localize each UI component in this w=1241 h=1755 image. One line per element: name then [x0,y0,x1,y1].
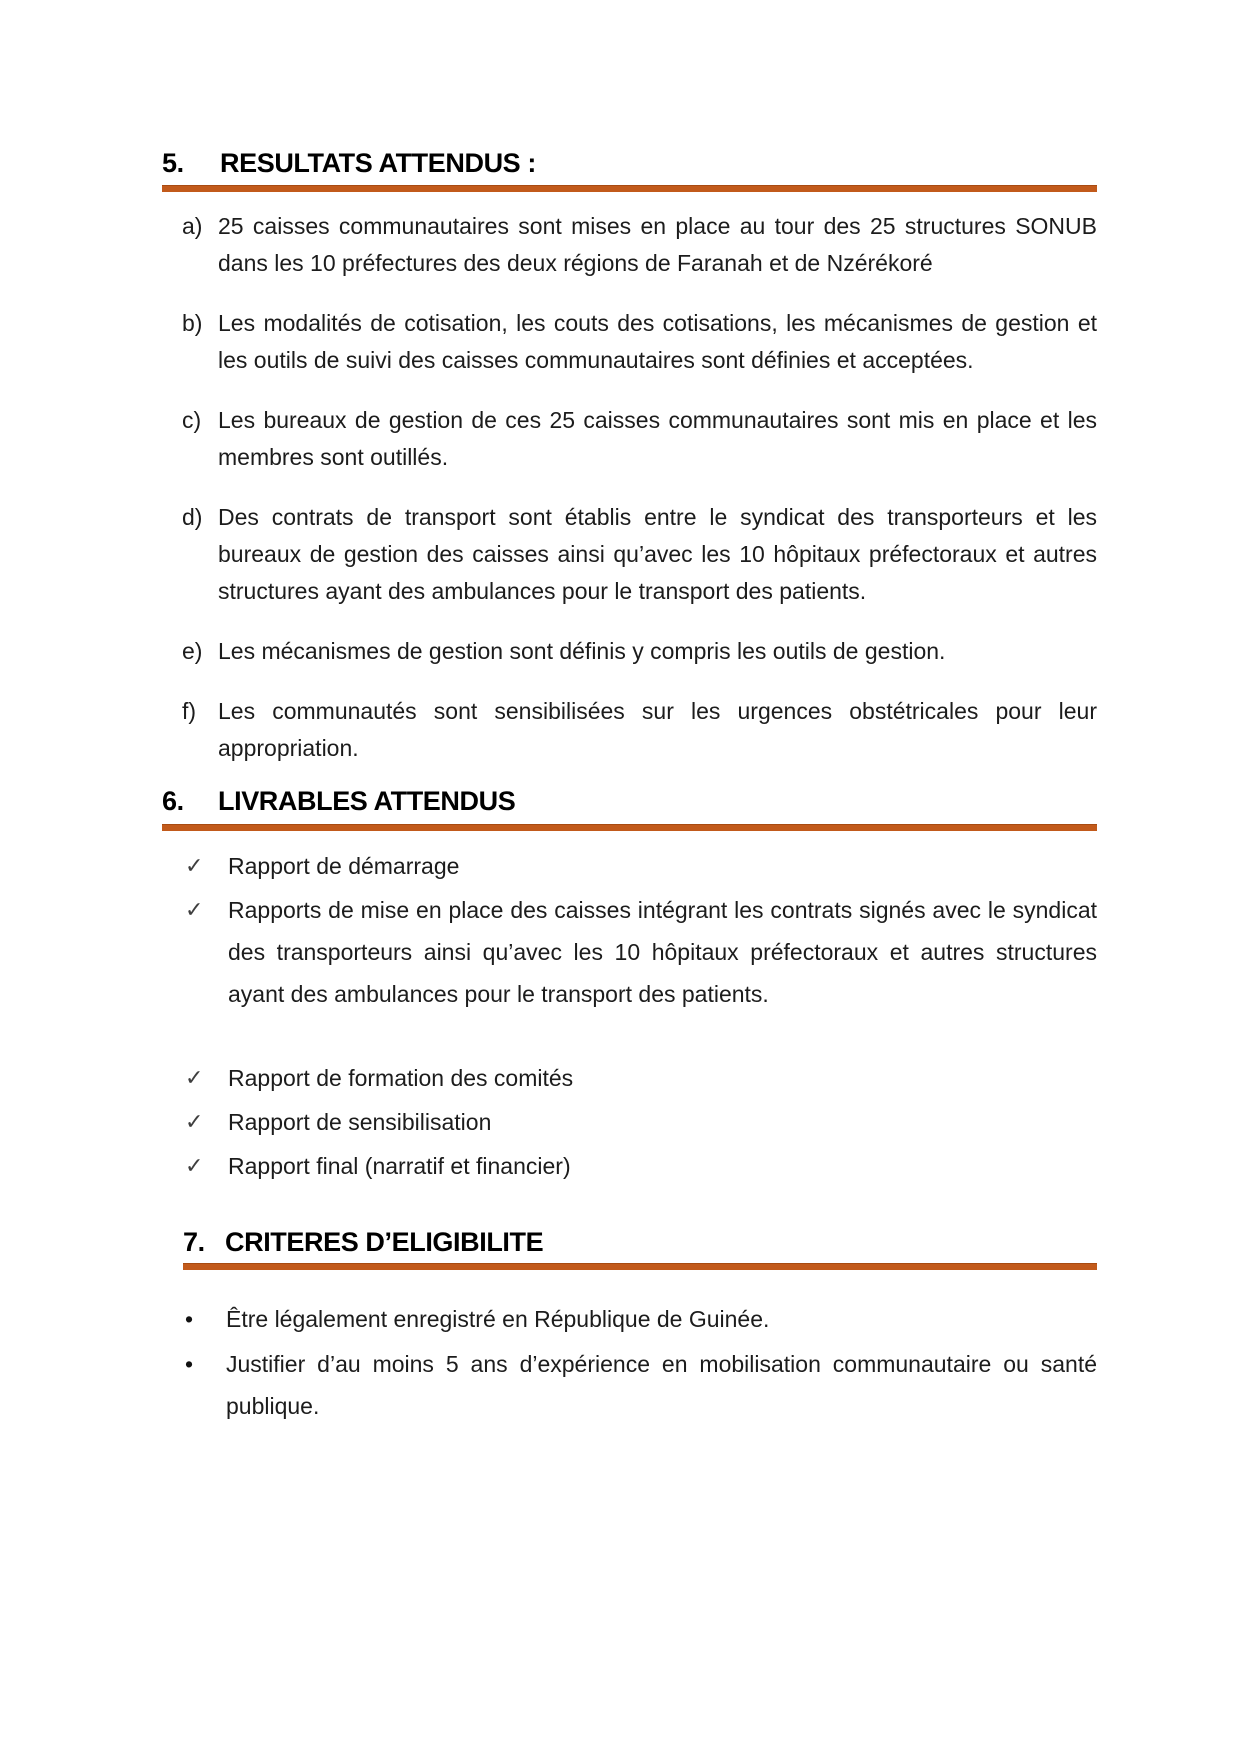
deliverables-list [162,845,1097,1187]
list-item [162,845,1097,887]
heading-title: RESULTATS ATTENDUS : [220,148,536,178]
accent-rule [162,824,1097,831]
heading-number: 5. [162,148,184,178]
item-text: Des contrats de transport sont établis entre le syndicat des transporteurs et les bureaux de gestion des caisses ainsi qu’avec les 10 hôpitaux préfectoraux et autres structures ayant des ambulances pour le transport des patients. [218,504,1097,604]
document-content [162,146,1097,1427]
item-text: Les mécanismes de gestion sont définis y compris les outils de gestion. [218,638,946,664]
list-item [162,1101,1097,1143]
item-text: Rapport de formation des comités [228,1065,574,1091]
item-text: Justifier d’au moins 5 ans d’expérience en mobilisation communautaire ou santé publique. [226,1351,1097,1419]
list-item [162,1057,1097,1099]
item-text: Rapport de sensibilisation [228,1109,492,1135]
item-text: Être légalement enregistré en République de Guinée. [226,1306,770,1332]
item-marker: a) [182,213,203,239]
item-marker: b) [182,310,203,336]
bullet-icon: • [185,1306,194,1332]
list-item [162,889,1097,1015]
item-text: Les communautés sont sensibilisées sur les urgences obstétricales pour leur appropriation. [218,698,1097,761]
eligibility-list [183,1298,1097,1427]
check-icon: ✓ [185,1153,204,1178]
results-list [162,208,1097,767]
heading-title: CRITERES D’ELIGIBILITE [225,1227,544,1257]
item-text: Rapports de mise en place des caisses intégrant les contrats signés avec le syndicat des transporteurs ainsi qu’avec les 10 hôpitaux préfectoraux et autres structures ayant des ambulances pour le transport des patients. [228,897,1097,1007]
check-icon: ✓ [185,1065,204,1090]
heading-title: LIVRABLES ATTENDUS [218,786,516,816]
item-marker: c) [182,407,202,433]
item-text: Rapport final (narratif et financier) [228,1153,571,1179]
section-resultats-attendus [162,146,1097,767]
list-item [183,1298,1097,1340]
accent-rule [183,1263,1097,1270]
list-item [162,305,1097,379]
list-item [162,693,1097,767]
accent-rule [162,185,1097,192]
list-item [162,208,1097,282]
item-text: Les modalités de cotisation, les couts des cotisations, les mécanismes de gestion et les outils de suivi des caisses communautaires sont définies et acceptées. [218,310,1097,373]
check-icon: ✓ [185,853,204,878]
item-marker: e) [182,638,203,664]
list-item [162,402,1097,476]
list-item [162,499,1097,610]
heading-number: 6. [162,786,184,816]
item-marker: f) [182,698,197,724]
section-heading [162,784,1097,818]
section-criteres-eligibilite [162,1225,1097,1427]
check-icon: ✓ [185,1109,204,1134]
item-text: Les bureaux de gestion de ces 25 caisses communautaires sont mis en place et les membres sont outillés. [218,407,1097,470]
item-text: Rapport de démarrage [228,853,460,879]
check-icon: ✓ [185,897,204,922]
list-item [162,633,1097,670]
item-text: 25 caisses communautaires sont mises en place au tour des 25 structures SONUB dans les 10 préfectures des deux régions de Faranah et de Nzérékoré [218,213,1097,276]
item-marker: d) [182,504,203,530]
section-heading [183,1225,1097,1259]
list-item [183,1343,1097,1427]
section-heading [162,146,1097,180]
bullet-icon: • [185,1351,194,1377]
heading-number: 7. [183,1227,205,1257]
list-item [162,1145,1097,1187]
section-livrables-attendus [162,784,1097,1187]
